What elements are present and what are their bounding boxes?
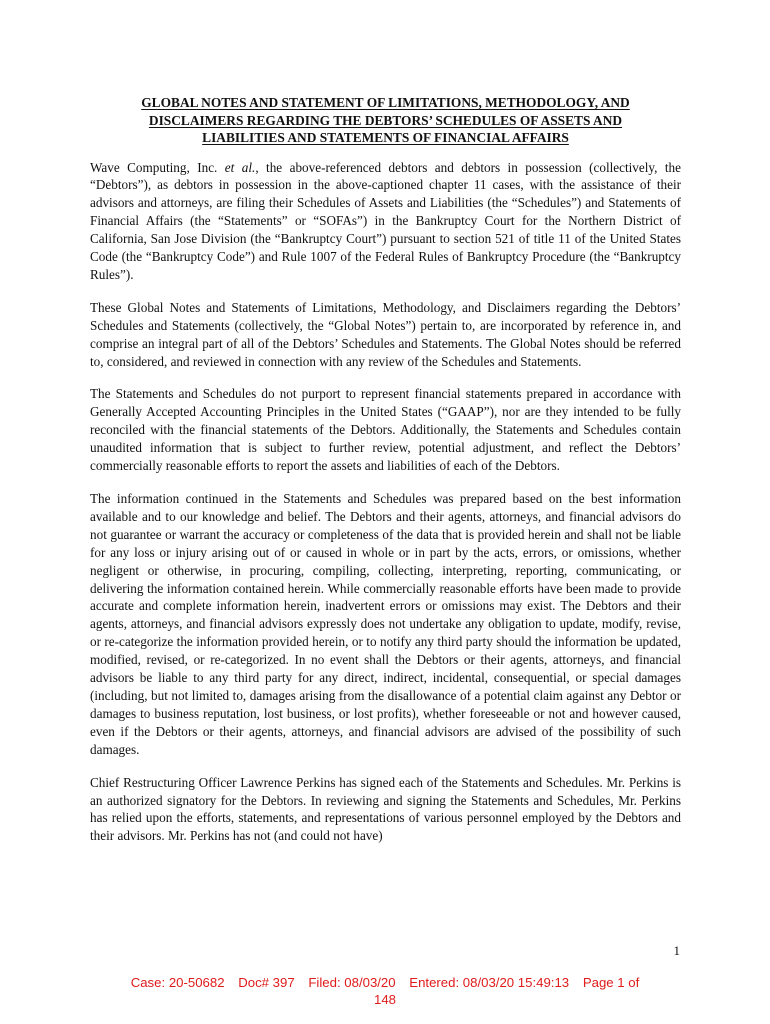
stamp-total-pages: 148: [373, 992, 396, 1007]
paragraph-gaap: The Statements and Schedules do not purport to represent financial statements prepared in accordance with Generally Accepted Accounting Principles in the United States (“GAAP”), nor are they intended to be fully reconciled with the financial statements of the Debtors. Additionally, the Statements and Schedules contain unaudited information that is subject to further review, potential adjustment, and reflect the Debtors’ commercially reasonable efforts to report the assets and liabilities of each of the Debtors.: [90, 386, 681, 474]
title-line: DISCLAIMERS REGARDING THE DEBTORS’ SCHEDULES OF ASSETS AND: [148, 112, 623, 128]
stamp-case-number: Case: 20-50682: [130, 975, 225, 990]
document-title: [90, 94, 681, 147]
document-page: [90, 94, 681, 860]
paragraph-italic-text: et al.: [224, 159, 256, 175]
paragraph-cro-signatory: Chief Restructuring Officer Lawrence Perkins has signed each of the Statements and Schedules. Mr. Perkins is an authorized signatory for the Debtors. In reviewing and signing the Statements and Schedules, Mr. Perkins has relied upon the efforts, statements, and representations of various personnel employed by the Debtors and their advisors. Mr. Perkins has not (and could not have): [90, 774, 681, 844]
paragraph-debtors-intro: [90, 159, 681, 284]
stamp-entered-date: Entered: 08/03/20 15:49:13: [409, 975, 570, 990]
court-filing-stamp: [80, 974, 690, 1008]
page-number: 1: [673, 943, 680, 958]
stamp-line: [80, 974, 690, 991]
paragraph-text: , the above-referenced debtors and debtors in possession (collectively, the “Debtors”), as debtors in possession in the above-captioned chapter 11 cases, with the assistance of their advisors and attorneys, are filing their Schedules of Assets and Liabilities (the “Schedules”) and Statements of Financial Affairs (the “Statements” or “SOFAs”) in the Bankruptcy Court for the Northern District of California, San Jose Division (the “Bankruptcy Court”) pursuant to section 521 of title 11 of the United States Code (the “Bankruptcy Code”) and Rule 1007 of the Federal Rules of Bankruptcy Procedure (the “Bankruptcy Rules”).: [90, 159, 681, 282]
paragraph-information-disclaimer: The information continued in the Statements and Schedules was prepared based on the best information available and to our knowledge and belief. The Debtors and their agents, attorneys, and financial advisors do not guarantee or warrant the accuracy or completeness of the data that is provided herein and shall not be liable for any loss or injury arising out of or caused in whole or in part by the acts, errors, or omissions, whether negligent or otherwise, in procuring, compiling, collecting, interpreting, reporting, communicating, or delivering the information contained herein. While commercially reasonable efforts have been made to provide accurate and complete information herein, inadvertent errors or omissions may exist. The Debtors and their agents, attorneys, and financial advisors expressly does not undertake any obligation to update, modify, revise, or re-categorize the information provided herein, or to notify any third party should the information be updated, modified, revised, or re-categorized. In no event shall the Debtors or their agents, attorneys, and financial advisors be liable to any third party for any direct, indirect, incidental, consequential, or special damages (including, but not limited to, damages arising from the disallowance of a potential claim against any Debtor or damages to business reputation, lost business, or lost profits), whether foreseeable or not and however caused, even if the Debtors or their agents, attorneys, and financial advisors are advised of the possibility of such damages.: [90, 491, 681, 757]
stamp-filed-date: Filed: 08/03/20: [308, 975, 396, 990]
paragraph-global-notes: These Global Notes and Statements of Limitations, Methodology, and Disclaimers regarding the Debtors’ Schedules and Statements (collectively, the “Global Notes”) pertain to, are incorporated by reference in, and comprise an integral part of all of the Debtors’ Schedules and Statements. The Global Notes should be referred to, considered, and reviewed in connection with any review of the Schedules and Statements.: [90, 299, 681, 369]
title-line: LIABILITIES AND STATEMENTS OF FINANCIAL AFFAIRS: [202, 130, 569, 145]
stamp-doc-number: Doc# 397: [238, 975, 295, 990]
title-line: GLOBAL NOTES AND STATEMENT OF LIMITATIONS, METHODOLOGY, AND: [141, 95, 630, 110]
paragraph-text: Wave Computing, Inc.: [90, 159, 225, 175]
stamp-page-of: Page 1 of: [582, 975, 640, 990]
